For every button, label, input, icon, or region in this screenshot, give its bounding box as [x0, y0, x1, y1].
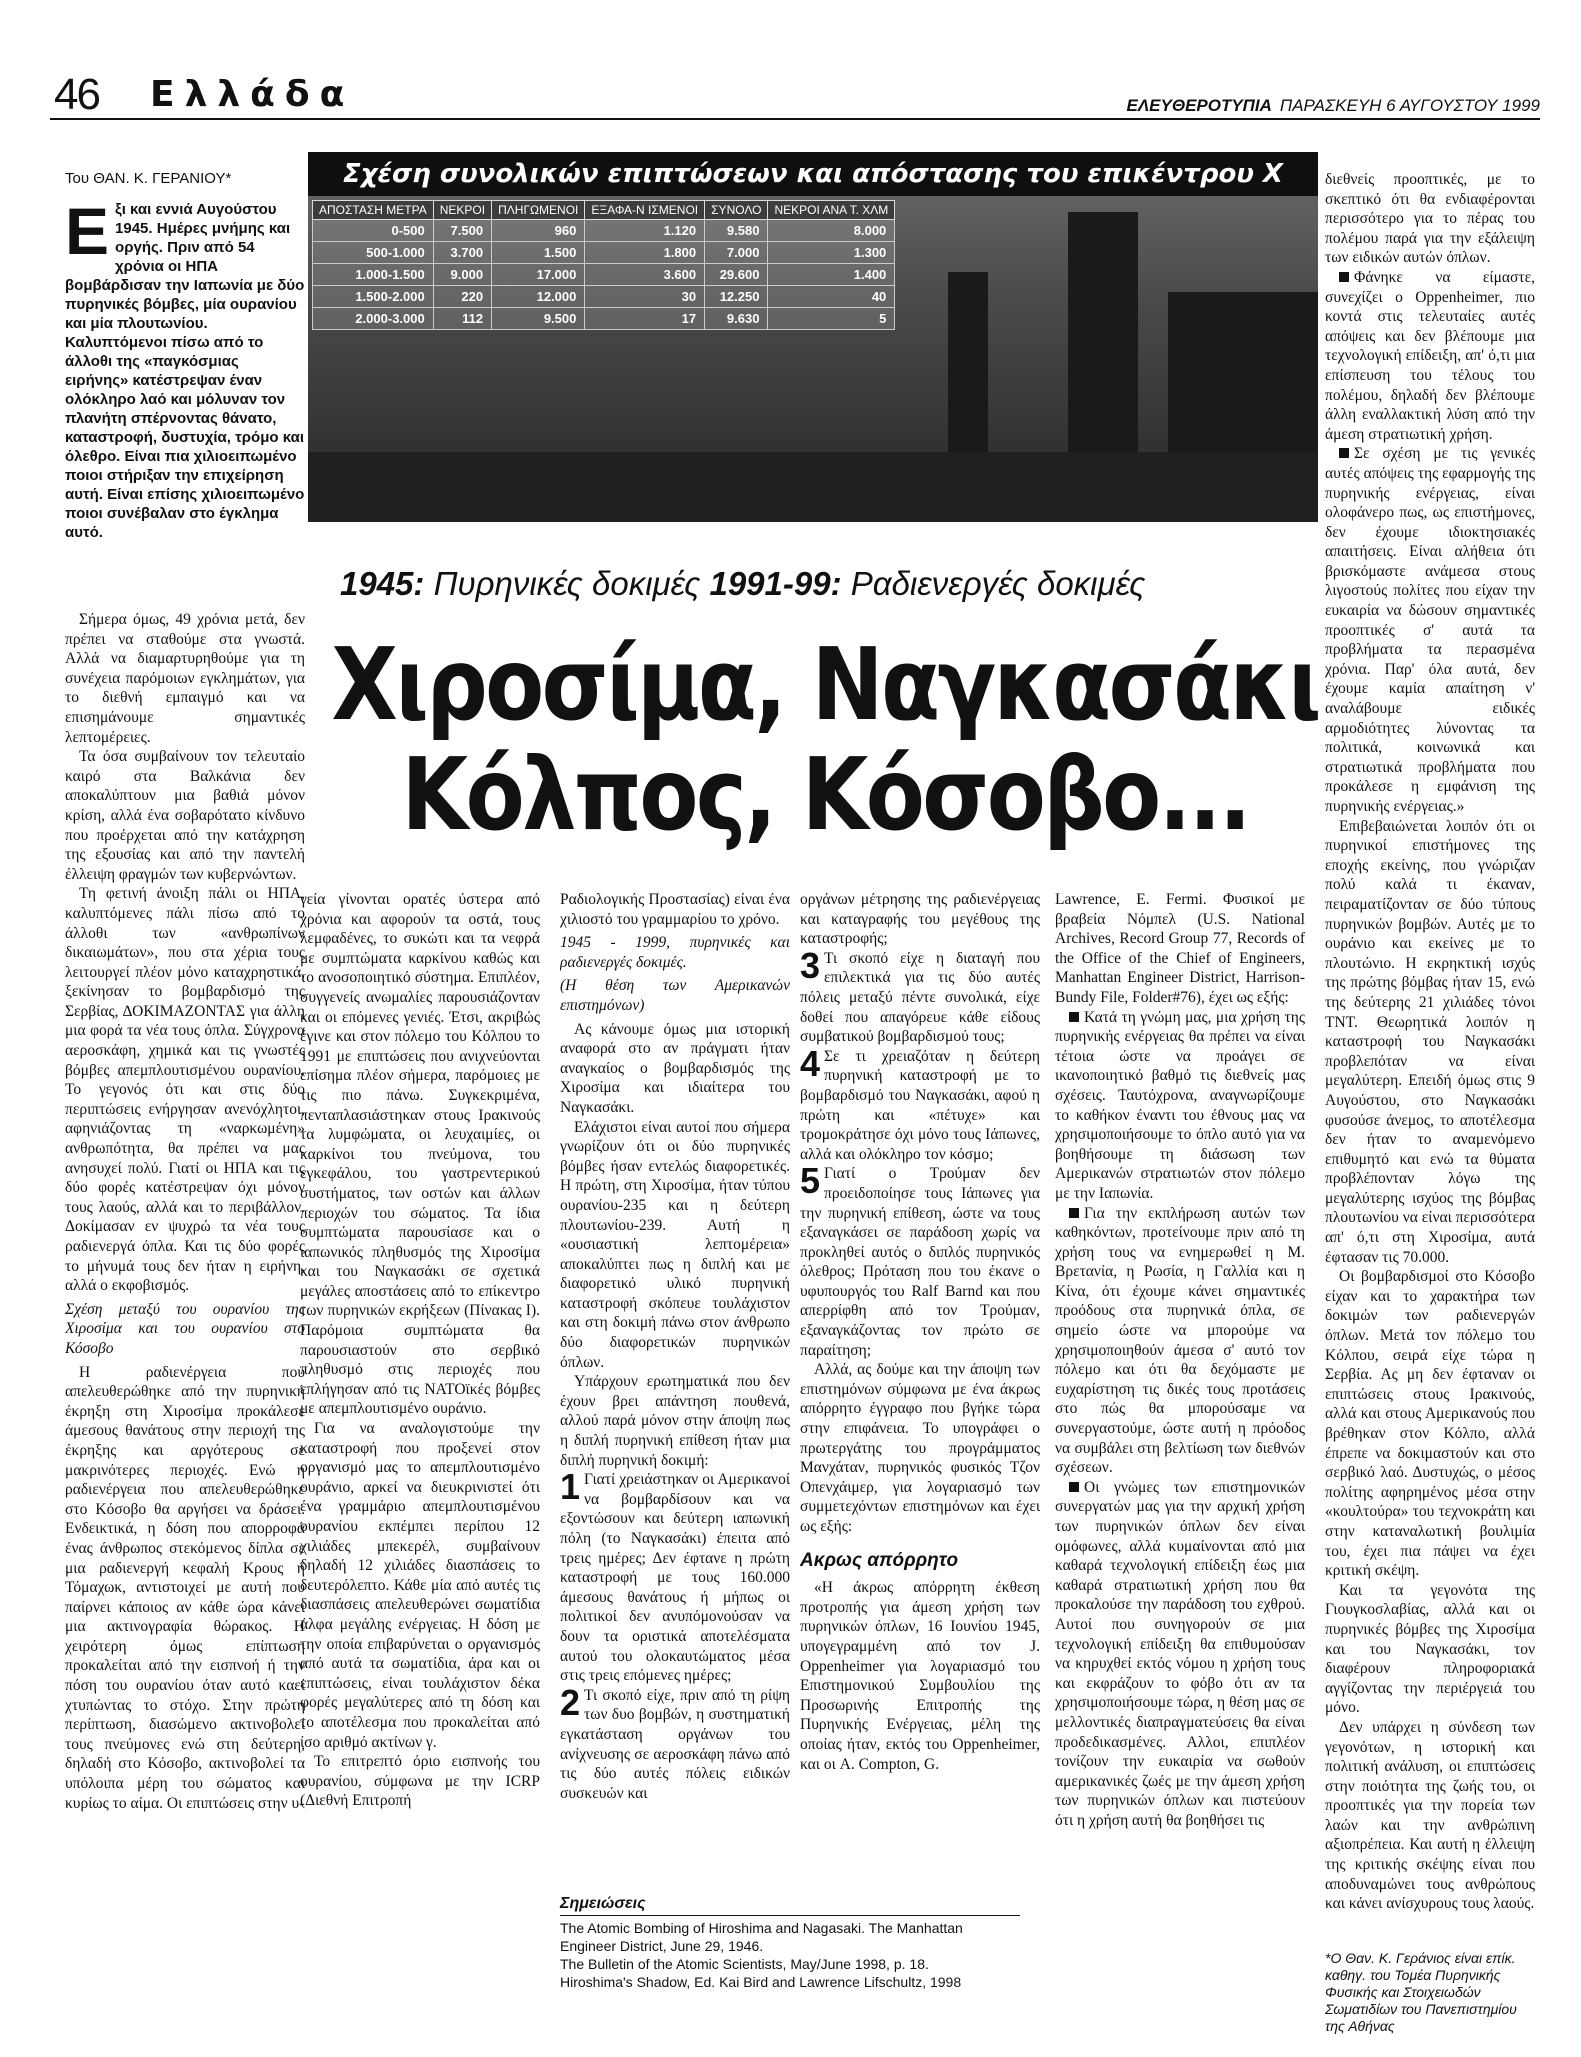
table-header: ΣΥΝΟΛΟ — [705, 201, 768, 220]
paragraph: διεθνείς προοπτικές, με το σκεπτικό ότι θα ενδιαφέρονται περισσότερο για το πέρας του πολέμου παρά για την εξάλειψη των ειδικών αυτών όπλων. — [1325, 171, 1535, 267]
question-number: 4 — [800, 1042, 821, 1084]
note-item: The Bulletin of the Atomic Scientists, May/June 1998, p. 18. — [560, 1956, 929, 1972]
table-cell: 30 — [585, 286, 705, 308]
headline — [320, 626, 1331, 853]
rubble-ground — [308, 452, 1318, 522]
note-item: Hiroshima's Shadow, Ed. Kai Bird and Lawrence Lifschultz, 1998 — [560, 1974, 962, 1990]
question-4 — [800, 1042, 1040, 1165]
question-number: 2 — [560, 1681, 581, 1723]
author-footnote: *Ο Θαν. Κ. Γεράνιος είναι επίκ. καθηγ. του Τομέα Πυρηνικής Φυσικής και Στοιχειωδών Σωματιδίων του Πανεπιστημίου της Αθήνας — [1325, 1950, 1517, 2034]
paper-info — [1126, 96, 1540, 116]
table-cell: 7.500 — [433, 220, 491, 242]
question-5 — [800, 1160, 1040, 1360]
table-cell: 2.000-3.000 — [313, 308, 434, 330]
paragraph: «Η άκρως απόρρητη έκθεση προτροπής για άμεση χρήση των πυρηνικών όπλων, 16 Ιουνίου 1945, υπογεγραμμένη από τον J. Oppenheimer για λογαριασμό του Επιστημονικού Συμβουλίου της Προσωρινής Επιτροπής της Πυρηνικής Ενέργειας, μέλη της οποίας ήταν, εκτός του Oppenheimer, και οι A. Compton, G. — [800, 1579, 1040, 1773]
issue-date: ΠΑΡΑΣΚΕΥΗ 6 ΑΥΓΟΥΣΤΟΥ 1999 — [1279, 96, 1540, 115]
paragraph — [1055, 1478, 1305, 1831]
table-cell: 29.600 — [705, 264, 768, 286]
question-number: 5 — [800, 1160, 821, 1202]
paragraph-text: Κατά τη γνώμη μας, μια χρήση της πυρηνικής ενέργειας θα πρέπει να είναι τέτοια ώστε να προάγει σε ικανοποιητικό βαθμό τις διεθνείς μας σχέσεις. Ταυτόχρονα, αναγνωρίζουμε το καθήκον έναντι του έθνους μας να χρησιμοποιήσουμε το όπλο αυτό για να βοηθήσουμε τη διάσωση των Αμερικανών στρατιωτών στον πόλεμο με την Ιαπωνία. — [1055, 1008, 1305, 1202]
paragraph: Δεν υπάρχει η σύνδεση των γεγονότων, η ιστορική και πολιτική ανάλυση, οι επιπτώσεις στην ποιότητα της ζωής του, οι προοπτικές για την πορεία των λαών και την ανθρώπινη αξιοπρέπεια. Και αυτή η έλλειψη της κριτικής σκέψης είναι που αποδυναμώνει τους ανθρώπους και κάνει ανίσχυρους τους λαούς. — [1325, 1718, 1535, 1913]
question-text: Γιατί χρειάστηκαν οι Αμερικανοί να βομβαρδίσουν και να εξοντώσουν και δεύτερη ιαπωνική πόλη (το Ναγκασάκι) έπειτα από τρεις ημέρες; Δεν έφτανε η πρώτη καταστροφή με τους 160.000 άμεσους θανάτους ή μήπως οι πολιτικοί δεν ανυπόμονούσαν να δουν τα οριστικά αποτελέσματα αυτού του ολοκαυτώματος μέσα στις τρεις επόμενες ημέρες; — [560, 1471, 790, 1685]
table-cell: 1.120 — [585, 220, 705, 242]
square-bullet-icon — [1069, 1208, 1079, 1218]
article-column-3 — [560, 890, 790, 1880]
table-cell: 1.300 — [768, 242, 895, 264]
paragraph: Και τα γεγονότα της Γιουγκοσλαβίας, αλλά και οι πυρηνικές βόμβες της Χιροσίμα και του Ναγκασάκι, τον διαφέρουν πληροφοριακά αγγίζοντας την περιέργειά του μόνο. — [1325, 1581, 1535, 1717]
building-silhouette — [1168, 292, 1318, 472]
byline: Του ΘΑΝ. Κ. ΓΕΡΑΝΙΟΥ* — [65, 170, 232, 187]
question-text: Τι σκοπό είχε η διαταγή που επιλεκτικά για τις δύο αυτές πόλεις μεταξύ πέντε συνολικά, είχε δοθεί που απαγόρευε κάθε είδους συμβατικού βομβαρδισμού τους; — [800, 949, 1040, 1046]
table-cell: 8.000 — [768, 220, 895, 242]
table-header: ΕΞΑΦΑ-Ν ΙΣΜΕΝΟΙ — [585, 201, 705, 220]
table-cell: 0-500 — [313, 220, 434, 242]
square-bullet-icon — [1339, 272, 1349, 282]
table-header: ΑΠΟΣΤΑΣΗ ΜΕΤΡΑ — [313, 201, 434, 220]
photo-caption: Σχέση συνολικών επιπτώσεων και απόστασης του επικέντρου Χ — [308, 152, 1318, 196]
table-cell: 7.000 — [705, 242, 768, 264]
article-column-1 — [65, 610, 305, 2030]
subhead-text-1: Πυρηνικές δοκιμές — [433, 565, 701, 602]
square-bullet-icon — [1339, 448, 1349, 458]
question-1 — [560, 1466, 790, 1686]
table-cell: 1.000-1.500 — [313, 264, 434, 286]
table-cell: 1.500 — [492, 242, 585, 264]
table-cell: 12.000 — [492, 286, 585, 308]
table-row — [313, 264, 895, 286]
paragraph: Η ραδιενέργεια που απελευθερώθηκε από την πυρηνική έκρηξη στη Χιροσίμα προκάλεσε άμεσους θανάτους στην περιοχή της έκρηξης και αργότερους σε μακρινότερες περιοχές. Ενώ η ραδιενέργεια που απελευθερώθηκε στο Κόσοβο θα αργήσει να δράσει. Ενδεικτικά, η δόση που απορροφά ένας άνθρωπος στεκόμενος δίπλα σε μια ραδιενεργή κεφαλή Κρους ή Τόμαχωκ, αντιστοιχεί με αυτή που παίρνει κάποιος αν κάθε ώρα κάνει μια ακτινογραφία θώρακος. Η χειρότερη όμως επίπτωση προκαλείται από την εισπνοή ή την πόση του ουρανίου όταν αυτό καεί χτυπώντας το στόχο. Στην πρώτη περίπτωση, διασώμενο ακτινοβολεί τους πνεύμονες ενώ στη δεύτερη, δηλαδή στο Κόσοβο, ακτινοβολεί τα υπόλοιπα μέρη του σώματος και κυρίως το αίμα. Οι επιπτώσεις στην υ- — [65, 1363, 305, 1812]
table-cell: 1.400 — [768, 264, 895, 286]
table-cell: 9.500 — [492, 308, 585, 330]
paragraph: Οι βομβαρδισμοί στο Κόσοβο είχαν και το χαρακτήρα των δοκιμών των ραδιενεργών όπλων. Μετά τον πόλεμο του Κόλπου, σειρά είχε τώρα η Σερβία. Ας μη δεν έφταναν οι επιπτώσεις στους Ιρακινούς, αλλά και στους Αμερικανούς που βρέθηκαν στον Κόλπο, αλλά έπρεπε να δοκιμαστούν και στο σερβικό λαό. Δυστυχώς, ο μέσος πολίτης αφηρημένος μέσα στην «κουλτούρα» του τεχνοκράτη και στην καταναλωτική βουλιμία του, έχει πια πάψει να έχει κριτική σκέψη. — [1325, 1268, 1535, 1580]
table-cell: 960 — [492, 220, 585, 242]
paragraph: οργάνων μέτρησης της ραδιενέργειας και καταγραφής του μεγέθους της καταστροφής; — [800, 891, 1040, 948]
subhead — [340, 565, 1145, 603]
crosshead: Ακρως απόρρητο — [800, 1549, 959, 1571]
article-column-4 — [800, 890, 1040, 1890]
paragraph-text: Για την εκπλήρωση αυτών των καθηκόντων, προτείνουμε πριν από τη χρήση τους να ενημερωθεί η Μ. Βρετανία, η Ρωσία, η Γαλλία και η Κίνα, ότι έχουμε κάνει σημαντικές προόδους στα πυρηνικά όπλα, σε σημείο ώστε να μπορούμε να χρησιμοποιηθούν άμεσα σ' αυτό τον πόλεμο και ότι θα δεχόμαστε με ευχαρίστηση τις δικές τους προτάσεις στο πώς θα μπορούσαμε να συνεργαστούμε, ώστε αυτή η πρόοδος να συμβάλει στη βελτίωση των διεθνών σχέσεων. — [1055, 1204, 1305, 1477]
paragraph — [1325, 268, 1535, 444]
paragraph: Επιβεβαιώνεται λοιπόν ότι οι πυρηνικοί επιστήμονες της εποχής εκείνης, που γνώριζαν πολύ καλά τι έκαναν, πειραματίζονταν σε δύο τύπους πυρηνικών βομβών. Αυτές με το ουράνιο και εκείνες με το πλουτώνιο. Η εκρηκτική ισχύς της πρώτης βόμβας ήταν 15, ενώ της δεύτερης 21 χιλιάδες τόνοι TNT. Θεωρητικά λοιπόν η καταστροφή του Ναγκασάκι προβλεπόταν να είναι μεγαλύτερη. Επειδή όμως στις 9 Αυγούστου, στο Ναγκασάκι φυσούσε άνεμος, το αποτέλεσμα δεν ήταν το αναμενόμενο επιθυμητό και ενώ τα θύματα προβλέπονταν λόγω της μεγαλύτερης ισχύος της βόμβας πλουτωνίου να είναι περισσότερα απ' ό,τι στη Χιροσίμα, αυτά έφτασαν τις 70.000. — [1325, 817, 1535, 1266]
table-cell: 1.800 — [585, 242, 705, 264]
table-cell: 17 — [585, 308, 705, 330]
note-item: The Atomic Bombing of Hiroshima and Nagasaki. The Manhattan Engineer District, June 29, 1946. — [560, 1920, 963, 1954]
section-title: Ελλάδα — [150, 74, 355, 115]
paragraph — [1055, 1204, 1305, 1478]
question-text: Τι σκοπό είχε, πριν από τη ρίψη των δυο βομβών, η συστηματική εγκατάσταση οργάνων του ανίχνευσης σε αεροσκάφη πάνω από τις δύο αυτές πόλεις ειδικών συσκευών και — [560, 1686, 790, 1802]
paragraph — [1325, 444, 1535, 816]
table-cell: 3.600 — [585, 264, 705, 286]
lede — [65, 194, 305, 542]
question-text: Σε τι χρειαζόταν η δεύτερη πυρηνική καταστροφή με το βομβαρδισμό του Ναγκασάκι, αφού η πρώτη και «πέτυχε» και τρομοκράτησε όχι μόνο τους Ιάπωνες, αλλά και ολόκληρο τον κόσμο; — [800, 1047, 1040, 1163]
question-number: 3 — [800, 944, 821, 986]
article-column-6 — [1325, 170, 1535, 1930]
page-number: 46 — [54, 70, 99, 119]
question-number: 1 — [560, 1466, 581, 1508]
table-cell: 12.250 — [705, 286, 768, 308]
subheading: Σχέση μεταξύ του ουρανίου της Χιροσίμα και του ουρανίου στο Κόσοβο — [65, 1300, 305, 1357]
paragraph: Σήμερα όμως, 49 χρόνια μετά, δεν πρέπει να σταθούμε στα γνωστά. Αλλά να διαμαρτυρηθούμε για τη συνέχεια παρόμοιων εγκλημάτων, για το διεθνή εμπαιγμό και να επισημάνουμε σημαντικές λεπτομέρειες. — [65, 611, 305, 746]
table-row — [313, 286, 895, 308]
square-bullet-icon — [1069, 1482, 1079, 1492]
building-silhouette — [1068, 212, 1138, 472]
paragraph: Τη φετινή άνοιξη πάλι οι ΗΠΑ, καλυπτόμενες πάλι πίσω από το άλλοθι των «ανθρωπίνων δικαιωμάτων», που στα χέρια τους λειτουργεί πλέον μόνο καταχρηστικά, ξεκίνησαν το βομβαρδισμό της Σερβίας, ΔΟΚΙΜΑΖΟΝΤΑΣ για άλλη μια φορά τα νέα τους όπλα. Σύγχρονα αεροσκάφη, χημικά και τις γνωστές βόμβες απεμπλουτισμένου ουρανίου. Το γεγονός ότι και στις δύο περιπτώσεις ενήργησαν ανενόχλητοι, αφηνιάζοντας τη «ναρκωμένη» ανθρωπότητα, θα πρέπει να μας ανησυχεί πολύ. Γιατί οι ΗΠΑ και τις δύο φορές κατέστρεψαν όχι μόνον τους λαούς, αλλά και το περιβάλλον. Δοκίμασαν εν ψυχρώ τα νέα τους ραδιενεργά όπλα. Και τις δύο φορές το μήνυμά τους δεν ήταν η ειρήνη, αλλά ο εκφοβισμός. — [65, 885, 305, 1295]
question-3 — [800, 944, 1040, 1047]
table-header-row — [313, 201, 895, 220]
table-cell: 500-1.000 — [313, 242, 434, 264]
table-row — [313, 308, 895, 330]
table-row — [313, 220, 895, 242]
headline-line-1: Χιροσίμα, Ναγκασάκι — [331, 626, 1319, 743]
paragraph-text: Σε σχέση με τις γενικές αυτές απόψεις της εφαρμογής της πυρηνικής ενέργειας, είναι ολοφάνερο πως, ως επιστήμονες, δεν έχουμε ιδιοκτησιακές απαιτήσεις. Είναι αλήθεια ότι βρισκόμαστε ανάμεσα στους λιγοστούς πολίτες που είχαν την ευκαιρία να δώσουν σημαντικές προοπτικές σ' αυτά τα προβλήματα τα περασμένα χρόνια. Παρ' όλα αυτά, δεν έχουμε καμία απαίτηση ν' αναλάβουμε ειδικές αρμοδιότητες λύνοντας τα πολιτικά, κοινωνικά και στρατιωτικά προβλήματα που προκάλεσε η εμφάνιση της πυρηνικής ενέργειας.» — [1325, 445, 1535, 815]
lede-text: ξι και εννιά Αυγούστου 1945. Ημέρες μνήμης και οργής. Πριν από 54 χρόνια οι ΗΠΑ βομβάρδισαν την Ιαπωνία με δύο πυρηνικές βόμβες, μία ουρανίου και μία πλουτωνίου. Καλυπτόμενοι πίσω από το άλλοθι της «παγκόσμιας ειρήνης» κατέστρεψαν έναν ολόκληρο λαό και μόλυναν τον πλανήτη σπέρνοντας θάνατο, καταστροφή, δυστυχία, τρόμο και όλεθρο. Είναι πια χιλιοειπωμένο ποιοι στήριξαν την επιχείρηση αυτή. Είναι επίσης χιλιοειπωμένο ποιοι συνέβαλαν στο έγκλημα αυτό. — [65, 201, 305, 541]
table-header: ΝΕΚΡΟΙ — [433, 201, 491, 220]
article-column-2 — [300, 890, 540, 2040]
paragraph-text: Οι γνώμες των επιστημονικών συνεργατών μας για την αρχική χρήση των πυρηνικών όπλων δεν είναι ομόφωνες, αλλά κυμαίνονται από μια καθαρά τεχνολογική επίδειξη έως μια καθαρά στρατιωτική χρήση που θα προκαλούσε την παράδοση του εχθρού. Αυτοί που συνηγορούν σε μια τεχνολογική επίδειξη θα επιθυμούσαν να κηρυχθεί εκτός νόμου η χρήση τους και εκφράζουν το φόβο ότι αν τα χρησιμοποιήσουμε τώρα, η θέση μας σε μελλοντικές διαπραγματεύσεις θα είναι προδεδικασμένες. Αλλοι, επιπλέον τονίζουν την ευκαιρία να σωθούν αμερικανικές ζωές με την άμεση χρήση των πυρηνικών όπλων και πιστεύουν ότι η χρήση αυτή θα βοηθήσει τις — [1055, 1478, 1305, 1829]
table-cell: 5 — [768, 308, 895, 330]
paragraph-text: Φάνηκε να είμαστε, συνεχίζει ο Oppenheimer, πιο κοντά στις τελευταίες αυτές απόψεις και δεν βλέπουμε μια τεχνολογική επίδειξη, απ' ό,τι μια επίσπευση του τέλους του πολέμου, δηλαδή δεν βλέπουμε άλλη εναλλακτική λύση από την άμεση στρατιωτική χρήση. — [1325, 268, 1535, 443]
paragraph: Ραδιολογικής Προστασίας) είναι ένα χιλιοστό του γραμμαρίου το χρόνο. — [560, 891, 790, 928]
subhead-year-2: 1991-99: — [709, 565, 842, 602]
subhead-text-2: Ραδιενεργές δοκιμές — [850, 565, 1146, 602]
paragraph: Αλλά, ας δούμε και την άποψη των επιστημόνων σύμφωνα με ένα άκρως απόρρητο έγγραφο που βγήκε τώρα στην επιφάνεια. Το υπογράφει ο πρωτεργάτης του προγράμματος Μανχάταν, πυρηνικός φυσικός Τζον Οπενχάιμερ, για λογαριασμό των συμμετεχόντων επιστημόνων και έχει ως εξής: — [800, 1361, 1040, 1535]
table-row — [313, 242, 895, 264]
subheading-note: (Η θέση των Αμερικανών επιστημόνων) — [560, 977, 790, 1014]
table-header: ΝΕΚΡΟΙ ΑΝΑ Τ. ΧΛΜ — [768, 201, 895, 220]
table-cell: 112 — [433, 308, 491, 330]
table-cell: 9.000 — [433, 264, 491, 286]
notes-box — [560, 1895, 1020, 1991]
drop-cap: Ε — [65, 194, 110, 268]
table-cell: 3.700 — [433, 242, 491, 264]
question-2 — [560, 1681, 790, 1804]
photo-with-table — [308, 152, 1318, 522]
casualty-table — [312, 200, 895, 330]
paragraph — [1055, 1008, 1305, 1204]
question-text: Γιατί ο Τρούμαν δεν προειδοποίησε τους Ιάπωνες για την πυρηνική επίθεση, ώστε να τους εξαναγκάσει σε παράδοση χωρίς να προκληθεί αυτός ο διπλός πυρηνικός όλεθρος; Πρόταση που του έκανε ο υφυπουργός του Ralf Barnd και που απερρίφθη από τον Τρούμαν, εξαναγκάζοντας τον πρώτο σε παραίτηση; — [800, 1165, 1040, 1359]
table-cell: 9.630 — [705, 308, 768, 330]
paragraph: Ας κάνουμε όμως μια ιστορική αναφορά στο αν πράγματι ήταν αναγκαίος ο βομβαρδισμός της Χιροσίμα και ιδιαίτερα του Ναγκασάκι. — [560, 1020, 790, 1116]
article-column-5 — [1055, 890, 1305, 2040]
subheading: 1945 - 1999, πυρηνικές και ραδιενεργές δοκιμές. — [560, 934, 790, 971]
paragraph: Τα όσα συμβαίνουν τον τελευταίο καιρό στα Βαλκάνια δεν αποκαλύπτουν μια βαθιά μόνον κρίση, αλλά ένα σοβαρότατο κίνδυνο που προέρχεται από την κατάχρηση της εξουσίας και από την παντελή έλλειψη φραγμών των κυβερνώντων. — [65, 748, 305, 883]
subhead-year-1: 1945: — [340, 565, 425, 602]
table-cell: 9.580 — [705, 220, 768, 242]
table-cell: 17.000 — [492, 264, 585, 286]
paragraph: Το επιτρεπτό όριο εισπνοής του ουρανίου, σύμφωνα με την ICRP (Διεθνή Επιτροπή — [300, 1753, 540, 1810]
table-cell: 1.500-2.000 — [313, 286, 434, 308]
paragraph: Lawrence, E. Fermi. Φυσικοί με βραβεία Νόμπελ (U.S. National Archives, Record Group 77, Records of the Office of the Chief of Engineers, Manhattan Engineer District, Harrison-Bundy File, Folder#76), έχει ως εξής: — [1055, 891, 1305, 1006]
chimney-silhouette — [948, 272, 988, 472]
masthead — [50, 70, 1540, 120]
paper-name: ΕΛΕΥΘΕΡΟΤΥΠΙΑ — [1126, 96, 1272, 115]
headline-line-2: Κόλπος, Κόσοβο... — [401, 736, 1249, 853]
paragraph: Για να αναλογιστούμε την καταστροφή που προξενεί στον οργανισμό μας το απεμπλουτισμένο ουράνιο, αρκεί να διευκρινιστεί ότι ένα γραμμάριο απεμπλουτισμένου ουρανίου εκπέμπει περίπου 12 χιλιάδες μπεκερέλ, συμβαίνουν δηλαδή 12 χιλιάδες διασπάσεις το δευτερόλεπτο. Κάθε μία από αυτές τις διασπάσεις απελευθερώνει σωματίδια άλφα μεγάλης ενέργειας. Η δόση με την οποία επιβαρύνεται ο οργανισμός από αυτά τα σωματίδια, άρα και οι επιπτώσεις, είναι τουλάχιστον δέκα φορές μεγαλύτερες από τη δόση και το αποτέλεσμα που προκαλείται από ίσο αριθμό ακτίνων γ. — [300, 1420, 540, 1751]
table-cell: 220 — [433, 286, 491, 308]
paragraph: γεία γίνονται ορατές ύστερα από χρόνια και αφορούν τα οστά, τους λεμφαδένες, το συκώτι και τα νεφρά με συμπτώματα καρκίνου καθώς και το ανοσοποιητικό σύστημα. Επιπλέον, συγγενείς ανωμαλίες παρουσιάζονταν και οι επόμενες γενιές. Έτσι, ακριβώς έγινε και στον πόλεμο του Κόλπου το 1991 με επιπτώσεις που ανιχνεύονται επίσημα πλέον σήμερα, παρόμοιες με τις πιο πάνω. Συγκεκριμένα, πενταπλασιάστηκαν στους Ιρακινούς τα λυμφώματα, οι λευχαιμίες, οι καρκίνοι του πνεύμονα, του εγκεφάλου, του γαστρεντερικού συστήματος, των οστών και άλλων περιοχών του σώματος. Τα ίδια συμπτώματα παρουσίασε και ο ιαπωνικός πληθυσμός της Χιροσίμα και του Ναγκασάκι σε σχετικά μεγάλες αποστάσεις από το επίκεντρο των πυρηνικών εκρήξεων (Πίνακας Ι). Παρόμοια συμπτώματα θα παρουσιαστούν στο σερβικό πληθυσμό στις περιοχές που επλήγησαν από τις ΝΑΤΟϊκές βόμβες με απεμπλουτισμένο ουράνιο. — [300, 891, 540, 1418]
notes-title: Σημειώσεις — [560, 1895, 646, 1912]
table-header: ΠΛΗΓΩΜΕΝΟΙ — [492, 201, 585, 220]
notes-list — [560, 1915, 1020, 1991]
paragraph: Υπάρχουν ερωτηματικά που δεν έχουν βρει απάντηση πουθενά, αλλού παρά μόνον στην άποψη πως η διπλή πυρηνική επίθεση ήταν μια διπλή πυρηνική δοκιμή: — [560, 1373, 790, 1469]
table-cell: 40 — [768, 286, 895, 308]
paragraph: Ελάχιστοι είναι αυτοί που σήμερα γνωρίζουν ότι οι δύο πυρηνικές βόμβες ήσαν εντελώς διαφορετικές. Η πρώτη, στη Χιροσίμα, ήταν τύπου ουρανίου-235 και η δεύτερη πλουτωνίου-239. Αυτή η «ουσιαστική λεπτομέρεια» αποκαλύπτει πως η διπλή και με διαφορετικό υλικό πυρηνική καταστροφή σκόπευε τουλάχιστον και στη δοκιμή πάνω στον άνθρωπο δύο διαφορετικών πυρηνικών όπλων. — [560, 1118, 790, 1371]
square-bullet-icon — [1069, 1012, 1079, 1022]
